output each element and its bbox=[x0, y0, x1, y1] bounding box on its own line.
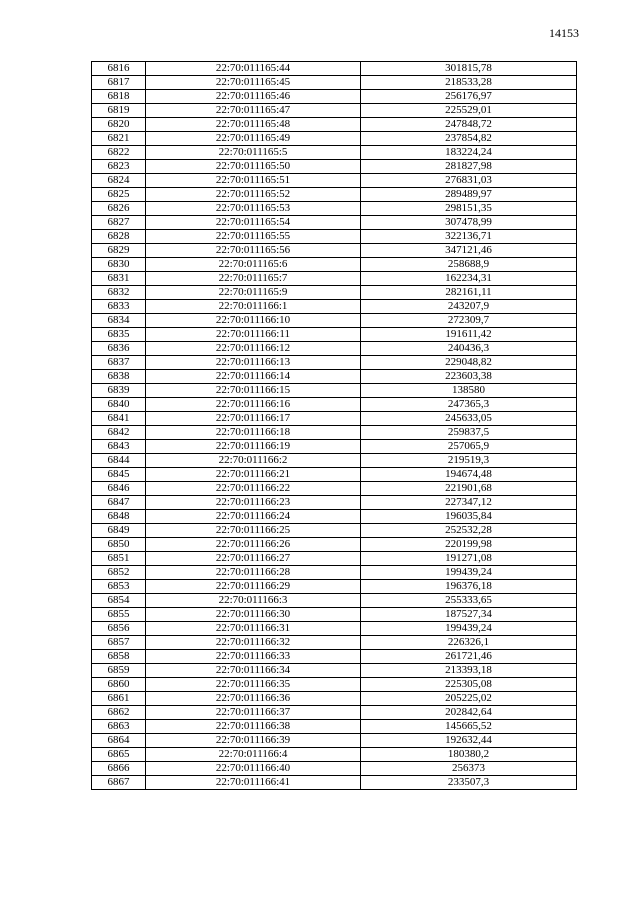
value-cell: 180380,2 bbox=[361, 748, 577, 762]
cadastral-number-cell: 22:70:011166:12 bbox=[146, 342, 361, 356]
cadastral-number-cell: 22:70:011166:31 bbox=[146, 622, 361, 636]
value-cell: 257065,9 bbox=[361, 440, 577, 454]
value-cell: 218533,28 bbox=[361, 76, 577, 90]
cadastral-number-cell: 22:70:011165:47 bbox=[146, 104, 361, 118]
value-cell: 223603,38 bbox=[361, 370, 577, 384]
value-cell: 226326,1 bbox=[361, 636, 577, 650]
row-number-cell: 6837 bbox=[92, 356, 146, 370]
cadastral-number-cell: 22:70:011166:15 bbox=[146, 384, 361, 398]
cadastral-number-cell: 22:70:011165:6 bbox=[146, 258, 361, 272]
cadastral-number-cell: 22:70:011165:51 bbox=[146, 174, 361, 188]
table-row bbox=[92, 384, 577, 398]
table-row bbox=[92, 524, 577, 538]
cadastral-number-cell: 22:70:011166:25 bbox=[146, 524, 361, 538]
row-number-cell: 6854 bbox=[92, 594, 146, 608]
row-number-cell: 6841 bbox=[92, 412, 146, 426]
row-number-cell: 6864 bbox=[92, 734, 146, 748]
cadastral-number-cell: 22:70:011165:48 bbox=[146, 118, 361, 132]
row-number-cell: 6824 bbox=[92, 174, 146, 188]
table-row bbox=[92, 370, 577, 384]
cadastral-number-cell: 22:70:011165:56 bbox=[146, 244, 361, 258]
row-number-cell: 6857 bbox=[92, 636, 146, 650]
row-number-cell: 6866 bbox=[92, 762, 146, 776]
value-cell: 289489,97 bbox=[361, 188, 577, 202]
table-row bbox=[92, 692, 577, 706]
table-row bbox=[92, 552, 577, 566]
row-number-cell: 6834 bbox=[92, 314, 146, 328]
value-cell: 243207,9 bbox=[361, 300, 577, 314]
table-row bbox=[92, 62, 577, 76]
table-row bbox=[92, 580, 577, 594]
cadastral-number-cell: 22:70:011166:17 bbox=[146, 412, 361, 426]
row-number-cell: 6852 bbox=[92, 566, 146, 580]
table-row bbox=[92, 342, 577, 356]
value-cell: 256176,97 bbox=[361, 90, 577, 104]
table-row bbox=[92, 678, 577, 692]
row-number-cell: 6862 bbox=[92, 706, 146, 720]
table-row bbox=[92, 216, 577, 230]
row-number-cell: 6851 bbox=[92, 552, 146, 566]
table-row bbox=[92, 706, 577, 720]
cadastral-number-cell: 22:70:011166:34 bbox=[146, 664, 361, 678]
cadastral-number-cell: 22:70:011166:3 bbox=[146, 594, 361, 608]
value-cell: 272309,7 bbox=[361, 314, 577, 328]
table-row bbox=[92, 202, 577, 216]
cadastral-number-cell: 22:70:011166:32 bbox=[146, 636, 361, 650]
table-row bbox=[92, 734, 577, 748]
table-row bbox=[92, 286, 577, 300]
row-number-cell: 6860 bbox=[92, 678, 146, 692]
cadastral-number-cell: 22:70:011166:10 bbox=[146, 314, 361, 328]
value-cell: 276831,03 bbox=[361, 174, 577, 188]
cadastral-number-cell: 22:70:011165:46 bbox=[146, 90, 361, 104]
row-number-cell: 6823 bbox=[92, 160, 146, 174]
row-number-cell: 6827 bbox=[92, 216, 146, 230]
cadastral-number-cell: 22:70:011166:14 bbox=[146, 370, 361, 384]
table-row bbox=[92, 720, 577, 734]
value-cell: 191271,08 bbox=[361, 552, 577, 566]
cadastral-number-cell: 22:70:011165:49 bbox=[146, 132, 361, 146]
row-number-cell: 6831 bbox=[92, 272, 146, 286]
cadastral-number-cell: 22:70:011165:53 bbox=[146, 202, 361, 216]
table-row bbox=[92, 468, 577, 482]
table-row bbox=[92, 412, 577, 426]
row-number-cell: 6816 bbox=[92, 62, 146, 76]
value-cell: 252532,28 bbox=[361, 524, 577, 538]
cadastral-number-cell: 22:70:011166:24 bbox=[146, 510, 361, 524]
row-number-cell: 6846 bbox=[92, 482, 146, 496]
table-row bbox=[92, 664, 577, 678]
cadastral-number-cell: 22:70:011165:54 bbox=[146, 216, 361, 230]
table-row bbox=[92, 636, 577, 650]
row-number-cell: 6865 bbox=[92, 748, 146, 762]
cadastral-number-cell: 22:70:011165:44 bbox=[146, 62, 361, 76]
table-row bbox=[92, 440, 577, 454]
row-number-cell: 6828 bbox=[92, 230, 146, 244]
cadastral-number-cell: 22:70:011166:33 bbox=[146, 650, 361, 664]
value-cell: 225529,01 bbox=[361, 104, 577, 118]
cadastral-number-cell: 22:70:011166:1 bbox=[146, 300, 361, 314]
cadastral-number-cell: 22:70:011166:11 bbox=[146, 328, 361, 342]
cadastral-number-cell: 22:70:011165:5 bbox=[146, 146, 361, 160]
cadastral-number-cell: 22:70:011166:40 bbox=[146, 762, 361, 776]
value-cell: 229048,82 bbox=[361, 356, 577, 370]
table-row bbox=[92, 76, 577, 90]
value-cell: 205225,02 bbox=[361, 692, 577, 706]
row-number-cell: 6861 bbox=[92, 692, 146, 706]
table-row bbox=[92, 650, 577, 664]
value-cell: 213393,18 bbox=[361, 664, 577, 678]
cadastral-number-cell: 22:70:011166:13 bbox=[146, 356, 361, 370]
value-cell: 225305,08 bbox=[361, 678, 577, 692]
cadastral-number-cell: 22:70:011165:7 bbox=[146, 272, 361, 286]
row-number-cell: 6847 bbox=[92, 496, 146, 510]
value-cell: 219519,3 bbox=[361, 454, 577, 468]
row-number-cell: 6844 bbox=[92, 454, 146, 468]
value-cell: 245633,05 bbox=[361, 412, 577, 426]
value-cell: 237854,82 bbox=[361, 132, 577, 146]
row-number-cell: 6817 bbox=[92, 76, 146, 90]
value-cell: 255333,65 bbox=[361, 594, 577, 608]
row-number-cell: 6845 bbox=[92, 468, 146, 482]
cadastral-number-cell: 22:70:011166:37 bbox=[146, 706, 361, 720]
row-number-cell: 6849 bbox=[92, 524, 146, 538]
row-number-cell: 6825 bbox=[92, 188, 146, 202]
cadastral-number-cell: 22:70:011165:50 bbox=[146, 160, 361, 174]
table-row bbox=[92, 566, 577, 580]
row-number-cell: 6829 bbox=[92, 244, 146, 258]
value-cell: 162234,31 bbox=[361, 272, 577, 286]
cadastral-number-cell: 22:70:011166:36 bbox=[146, 692, 361, 706]
cadastral-number-cell: 22:70:011165:55 bbox=[146, 230, 361, 244]
value-cell: 221901,68 bbox=[361, 482, 577, 496]
table-row bbox=[92, 776, 577, 790]
table-row bbox=[92, 398, 577, 412]
value-cell: 138580 bbox=[361, 384, 577, 398]
cadastral-number-cell: 22:70:011166:35 bbox=[146, 678, 361, 692]
table-row bbox=[92, 244, 577, 258]
row-number-cell: 6836 bbox=[92, 342, 146, 356]
table-row bbox=[92, 174, 577, 188]
row-number-cell: 6848 bbox=[92, 510, 146, 524]
value-cell: 192632,44 bbox=[361, 734, 577, 748]
table-row bbox=[92, 272, 577, 286]
value-cell: 258688,9 bbox=[361, 258, 577, 272]
row-number-cell: 6839 bbox=[92, 384, 146, 398]
row-number-cell: 6858 bbox=[92, 650, 146, 664]
row-number-cell: 6833 bbox=[92, 300, 146, 314]
value-cell: 347121,46 bbox=[361, 244, 577, 258]
value-cell: 202842,64 bbox=[361, 706, 577, 720]
table-row bbox=[92, 538, 577, 552]
table-row bbox=[92, 356, 577, 370]
row-number-cell: 6838 bbox=[92, 370, 146, 384]
row-number-cell: 6819 bbox=[92, 104, 146, 118]
row-number-cell: 6842 bbox=[92, 426, 146, 440]
row-number-cell: 6821 bbox=[92, 132, 146, 146]
row-number-cell: 6818 bbox=[92, 90, 146, 104]
row-number-cell: 6840 bbox=[92, 398, 146, 412]
row-number-cell: 6822 bbox=[92, 146, 146, 160]
table-row bbox=[92, 104, 577, 118]
value-cell: 145665,52 bbox=[361, 720, 577, 734]
table-row bbox=[92, 258, 577, 272]
value-cell: 191611,42 bbox=[361, 328, 577, 342]
value-cell: 196035,84 bbox=[361, 510, 577, 524]
value-cell: 259837,5 bbox=[361, 426, 577, 440]
table-row bbox=[92, 454, 577, 468]
value-cell: 233507,3 bbox=[361, 776, 577, 790]
cadastral-number-cell: 22:70:011166:16 bbox=[146, 398, 361, 412]
value-cell: 220199,98 bbox=[361, 538, 577, 552]
value-cell: 183224,24 bbox=[361, 146, 577, 160]
value-cell: 282161,11 bbox=[361, 286, 577, 300]
table-row bbox=[92, 314, 577, 328]
row-number-cell: 6855 bbox=[92, 608, 146, 622]
table-row bbox=[92, 748, 577, 762]
value-cell: 298151,35 bbox=[361, 202, 577, 216]
cadastral-number-cell: 22:70:011165:9 bbox=[146, 286, 361, 300]
row-number-cell: 6850 bbox=[92, 538, 146, 552]
row-number-cell: 6853 bbox=[92, 580, 146, 594]
table-body bbox=[92, 62, 577, 790]
table-row bbox=[92, 328, 577, 342]
row-number-cell: 6863 bbox=[92, 720, 146, 734]
cadastral-number-cell: 22:70:011166:21 bbox=[146, 468, 361, 482]
value-cell: 281827,98 bbox=[361, 160, 577, 174]
page-number: 14153 bbox=[549, 26, 579, 40]
cadastral-number-cell: 22:70:011165:52 bbox=[146, 188, 361, 202]
value-cell: 240436,3 bbox=[361, 342, 577, 356]
table-row bbox=[92, 426, 577, 440]
table-row bbox=[92, 90, 577, 104]
value-cell: 307478,99 bbox=[361, 216, 577, 230]
cadastral-number-cell: 22:70:011166:22 bbox=[146, 482, 361, 496]
table-row bbox=[92, 132, 577, 146]
cadastral-number-cell: 22:70:011166:38 bbox=[146, 720, 361, 734]
cadastral-number-cell: 22:70:011166:41 bbox=[146, 776, 361, 790]
cadastral-number-cell: 22:70:011166:23 bbox=[146, 496, 361, 510]
cadastral-number-cell: 22:70:011166:18 bbox=[146, 426, 361, 440]
table-row bbox=[92, 118, 577, 132]
cadastral-number-cell: 22:70:011165:45 bbox=[146, 76, 361, 90]
row-number-cell: 6859 bbox=[92, 664, 146, 678]
value-cell: 187527,34 bbox=[361, 608, 577, 622]
table-row bbox=[92, 496, 577, 510]
cadastral-number-cell: 22:70:011166:28 bbox=[146, 566, 361, 580]
cadastral-number-cell: 22:70:011166:2 bbox=[146, 454, 361, 468]
row-number-cell: 6867 bbox=[92, 776, 146, 790]
table-row bbox=[92, 146, 577, 160]
value-cell: 261721,46 bbox=[361, 650, 577, 664]
table-row bbox=[92, 300, 577, 314]
table-row bbox=[92, 594, 577, 608]
value-cell: 196376,18 bbox=[361, 580, 577, 594]
value-cell: 322136,71 bbox=[361, 230, 577, 244]
cadastral-number-cell: 22:70:011166:29 bbox=[146, 580, 361, 594]
row-number-cell: 6820 bbox=[92, 118, 146, 132]
value-cell: 301815,78 bbox=[361, 62, 577, 76]
table-row bbox=[92, 230, 577, 244]
table-row bbox=[92, 188, 577, 202]
value-cell: 199439,24 bbox=[361, 622, 577, 636]
row-number-cell: 6856 bbox=[92, 622, 146, 636]
row-number-cell: 6830 bbox=[92, 258, 146, 272]
cadastral-number-cell: 22:70:011166:19 bbox=[146, 440, 361, 454]
value-cell: 199439,24 bbox=[361, 566, 577, 580]
value-cell: 194674,48 bbox=[361, 468, 577, 482]
table-row bbox=[92, 762, 577, 776]
table-row bbox=[92, 622, 577, 636]
cadastral-value-table bbox=[91, 61, 577, 790]
table-row bbox=[92, 482, 577, 496]
row-number-cell: 6826 bbox=[92, 202, 146, 216]
value-cell: 247365,3 bbox=[361, 398, 577, 412]
row-number-cell: 6843 bbox=[92, 440, 146, 454]
row-number-cell: 6835 bbox=[92, 328, 146, 342]
row-number-cell: 6832 bbox=[92, 286, 146, 300]
value-cell: 227347,12 bbox=[361, 496, 577, 510]
table-row bbox=[92, 608, 577, 622]
table-row bbox=[92, 160, 577, 174]
cadastral-number-cell: 22:70:011166:30 bbox=[146, 608, 361, 622]
cadastral-number-cell: 22:70:011166:4 bbox=[146, 748, 361, 762]
cadastral-number-cell: 22:70:011166:39 bbox=[146, 734, 361, 748]
value-cell: 247848,72 bbox=[361, 118, 577, 132]
cadastral-number-cell: 22:70:011166:27 bbox=[146, 552, 361, 566]
cadastral-number-cell: 22:70:011166:26 bbox=[146, 538, 361, 552]
data-table-container bbox=[91, 61, 576, 790]
value-cell: 256373 bbox=[361, 762, 577, 776]
table-row bbox=[92, 510, 577, 524]
